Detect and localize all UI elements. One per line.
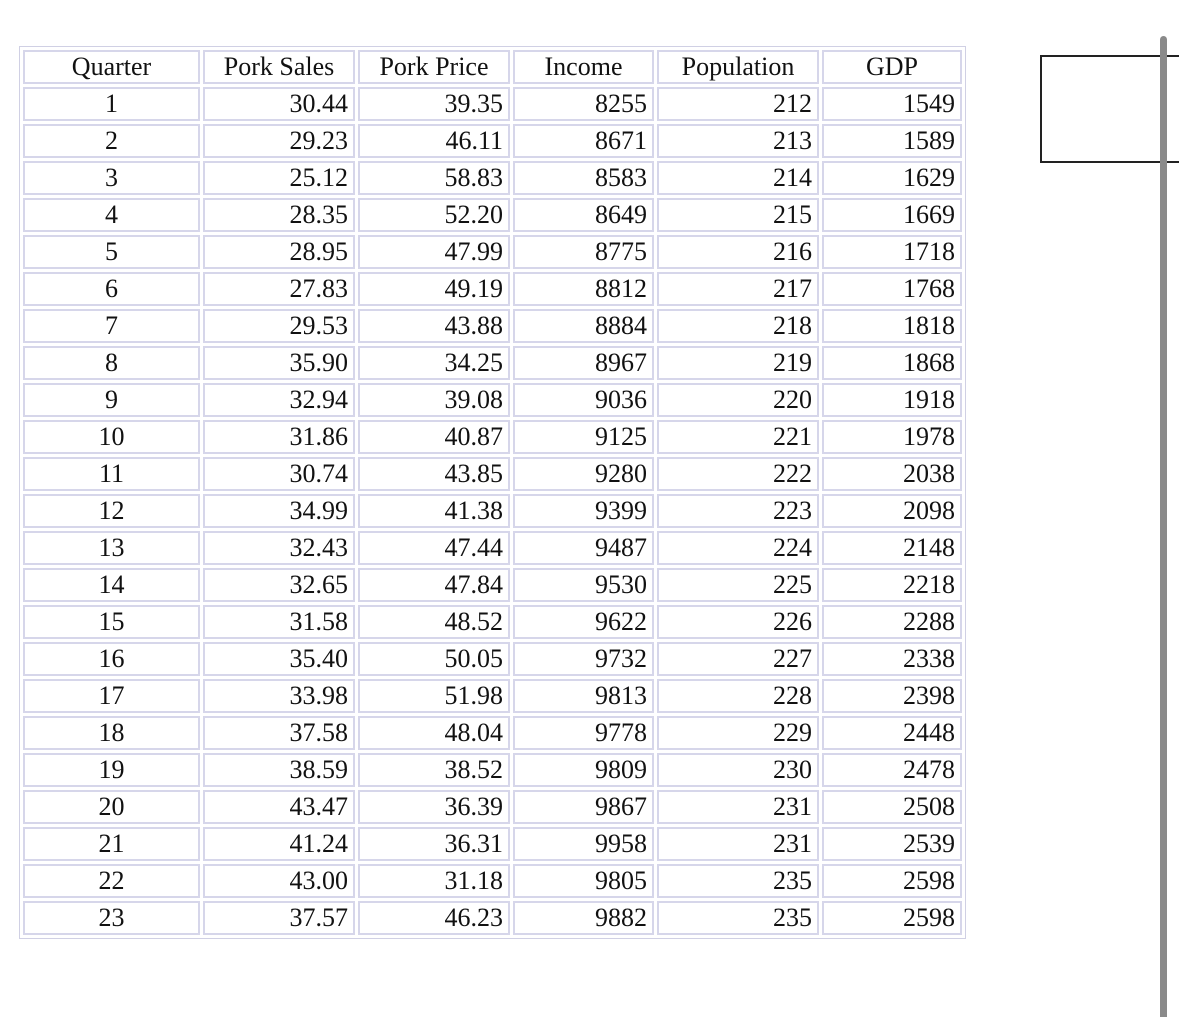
cell-pork-price: 34.25: [358, 346, 510, 380]
cell-income: 8812: [513, 272, 654, 306]
cell-population: 235: [657, 864, 819, 898]
cell-pork-sales: 30.44: [203, 87, 355, 121]
cell-gdp: 2148: [822, 531, 962, 565]
cell-population: 227: [657, 642, 819, 676]
cell-population: 231: [657, 827, 819, 861]
cell-income: 9882: [513, 901, 654, 935]
cell-pork-sales: 41.24: [203, 827, 355, 861]
cell-income: 9530: [513, 568, 654, 602]
cell-quarter: 16: [23, 642, 200, 676]
cell-pork-price: 48.04: [358, 716, 510, 750]
cell-pork-sales: 25.12: [203, 161, 355, 195]
cell-population: 221: [657, 420, 819, 454]
cell-population: 231: [657, 790, 819, 824]
cell-pork-price: 47.44: [358, 531, 510, 565]
cell-pork-sales: 31.58: [203, 605, 355, 639]
cell-gdp: 1718: [822, 235, 962, 269]
cell-quarter: 11: [23, 457, 200, 491]
cell-pork-sales: 35.40: [203, 642, 355, 676]
cell-quarter: 12: [23, 494, 200, 528]
cell-pork-price: 51.98: [358, 679, 510, 713]
cell-quarter: 10: [23, 420, 200, 454]
cell-pork-sales: 38.59: [203, 753, 355, 787]
cell-income: 8255: [513, 87, 654, 121]
pork-data-table: [19, 46, 966, 939]
cell-pork-sales: 32.43: [203, 531, 355, 565]
cell-population: 223: [657, 494, 819, 528]
cell-gdp: 1669: [822, 198, 962, 232]
cell-gdp: 2098: [822, 494, 962, 528]
cell-pork-price: 52.20: [358, 198, 510, 232]
cell-quarter: 21: [23, 827, 200, 861]
cell-pork-price: 50.05: [358, 642, 510, 676]
cell-pork-price: 39.35: [358, 87, 510, 121]
cell-population: 218: [657, 309, 819, 343]
table-row: [23, 605, 962, 639]
header-quarter: Quarter: [23, 50, 200, 84]
table-body: [23, 87, 962, 935]
cell-pork-price: 38.52: [358, 753, 510, 787]
cell-income: 9399: [513, 494, 654, 528]
cell-income: 9778: [513, 716, 654, 750]
header-population: Population: [657, 50, 819, 84]
cell-quarter: 15: [23, 605, 200, 639]
cell-population: 224: [657, 531, 819, 565]
cell-gdp: 1978: [822, 420, 962, 454]
cell-pork-sales: 33.98: [203, 679, 355, 713]
cell-population: 229: [657, 716, 819, 750]
cell-gdp: 1629: [822, 161, 962, 195]
cell-pork-price: 40.87: [358, 420, 510, 454]
cell-pork-price: 39.08: [358, 383, 510, 417]
cell-pork-sales: 29.23: [203, 124, 355, 158]
table-row: [23, 383, 962, 417]
cell-population: 222: [657, 457, 819, 491]
cell-income: 9280: [513, 457, 654, 491]
cell-income: 9805: [513, 864, 654, 898]
cell-pork-price: 49.19: [358, 272, 510, 306]
cell-gdp: 2598: [822, 901, 962, 935]
cell-income: 8967: [513, 346, 654, 380]
cell-pork-price: 43.85: [358, 457, 510, 491]
cell-income: 9958: [513, 827, 654, 861]
cell-pork-sales: 32.65: [203, 568, 355, 602]
table-row: [23, 494, 962, 528]
cell-gdp: 2218: [822, 568, 962, 602]
cell-income: 9487: [513, 531, 654, 565]
table-row: [23, 420, 962, 454]
cell-pork-sales: 32.94: [203, 383, 355, 417]
cell-gdp: 2288: [822, 605, 962, 639]
table-row: [23, 531, 962, 565]
cell-income: 9036: [513, 383, 654, 417]
cell-population: 225: [657, 568, 819, 602]
table-row: [23, 198, 962, 232]
cell-population: 230: [657, 753, 819, 787]
cell-gdp: 2448: [822, 716, 962, 750]
cell-gdp: 1549: [822, 87, 962, 121]
cell-pork-price: 36.39: [358, 790, 510, 824]
table-row: [23, 309, 962, 343]
cell-quarter: 22: [23, 864, 200, 898]
cell-income: 9867: [513, 790, 654, 824]
cell-income: 8649: [513, 198, 654, 232]
cell-population: 212: [657, 87, 819, 121]
cell-population: 215: [657, 198, 819, 232]
cell-income: 9125: [513, 420, 654, 454]
table-row: [23, 753, 962, 787]
cell-gdp: 2508: [822, 790, 962, 824]
cell-population: 228: [657, 679, 819, 713]
cell-quarter: 20: [23, 790, 200, 824]
table-row: [23, 827, 962, 861]
table-row: [23, 272, 962, 306]
table-row: [23, 235, 962, 269]
cell-population: 226: [657, 605, 819, 639]
table-row: [23, 87, 962, 121]
empty-outline-box: [1040, 55, 1179, 163]
vertical-scrollbar[interactable]: [1160, 36, 1167, 1017]
cell-pork-price: 47.99: [358, 235, 510, 269]
cell-pork-sales: 37.58: [203, 716, 355, 750]
cell-pork-price: 46.23: [358, 901, 510, 935]
cell-pork-price: 47.84: [358, 568, 510, 602]
table-header-row: [23, 50, 962, 84]
cell-quarter: 8: [23, 346, 200, 380]
cell-quarter: 2: [23, 124, 200, 158]
cell-pork-price: 31.18: [358, 864, 510, 898]
cell-pork-sales: 27.83: [203, 272, 355, 306]
table-row: [23, 568, 962, 602]
cell-quarter: 17: [23, 679, 200, 713]
cell-gdp: 2598: [822, 864, 962, 898]
cell-population: 217: [657, 272, 819, 306]
cell-quarter: 5: [23, 235, 200, 269]
table-row: [23, 790, 962, 824]
cell-population: 214: [657, 161, 819, 195]
cell-income: 9622: [513, 605, 654, 639]
cell-quarter: 13: [23, 531, 200, 565]
cell-quarter: 7: [23, 309, 200, 343]
cell-pork-sales: 43.47: [203, 790, 355, 824]
cell-gdp: 1868: [822, 346, 962, 380]
cell-gdp: 2038: [822, 457, 962, 491]
cell-quarter: 3: [23, 161, 200, 195]
cell-pork-sales: 37.57: [203, 901, 355, 935]
cell-income: 9813: [513, 679, 654, 713]
cell-pork-sales: 31.86: [203, 420, 355, 454]
cell-population: 219: [657, 346, 819, 380]
cell-quarter: 6: [23, 272, 200, 306]
header-gdp: GDP: [822, 50, 962, 84]
cell-quarter: 23: [23, 901, 200, 935]
cell-pork-sales: 28.95: [203, 235, 355, 269]
cell-pork-sales: 34.99: [203, 494, 355, 528]
cell-pork-sales: 29.53: [203, 309, 355, 343]
cell-pork-price: 48.52: [358, 605, 510, 639]
cell-pork-sales: 35.90: [203, 346, 355, 380]
cell-pork-price: 43.88: [358, 309, 510, 343]
table-row: [23, 716, 962, 750]
cell-quarter: 14: [23, 568, 200, 602]
cell-quarter: 4: [23, 198, 200, 232]
cell-quarter: 18: [23, 716, 200, 750]
cell-gdp: 1818: [822, 309, 962, 343]
cell-income: 9809: [513, 753, 654, 787]
header-income: Income: [513, 50, 654, 84]
table-row: [23, 124, 962, 158]
cell-pork-price: 46.11: [358, 124, 510, 158]
cell-gdp: 2398: [822, 679, 962, 713]
header-pork-sales: Pork Sales: [203, 50, 355, 84]
cell-pork-sales: 43.00: [203, 864, 355, 898]
cell-population: 213: [657, 124, 819, 158]
cell-pork-price: 36.31: [358, 827, 510, 861]
cell-gdp: 2539: [822, 827, 962, 861]
cell-gdp: 2478: [822, 753, 962, 787]
table-row: [23, 346, 962, 380]
cell-pork-sales: 28.35: [203, 198, 355, 232]
cell-pork-price: 58.83: [358, 161, 510, 195]
cell-income: 8775: [513, 235, 654, 269]
cell-population: 235: [657, 901, 819, 935]
header-pork-price: Pork Price: [358, 50, 510, 84]
cell-pork-sales: 30.74: [203, 457, 355, 491]
cell-pork-price: 41.38: [358, 494, 510, 528]
cell-gdp: 1768: [822, 272, 962, 306]
cell-quarter: 9: [23, 383, 200, 417]
table-row: [23, 679, 962, 713]
cell-gdp: 1918: [822, 383, 962, 417]
cell-income: 8884: [513, 309, 654, 343]
cell-income: 9732: [513, 642, 654, 676]
cell-gdp: 2338: [822, 642, 962, 676]
cell-population: 216: [657, 235, 819, 269]
cell-income: 8671: [513, 124, 654, 158]
cell-income: 8583: [513, 161, 654, 195]
table-row: [23, 161, 962, 195]
table-row: [23, 864, 962, 898]
cell-quarter: 19: [23, 753, 200, 787]
cell-population: 220: [657, 383, 819, 417]
table-row: [23, 642, 962, 676]
cell-quarter: 1: [23, 87, 200, 121]
table-row: [23, 457, 962, 491]
cell-gdp: 1589: [822, 124, 962, 158]
table-row: [23, 901, 962, 935]
